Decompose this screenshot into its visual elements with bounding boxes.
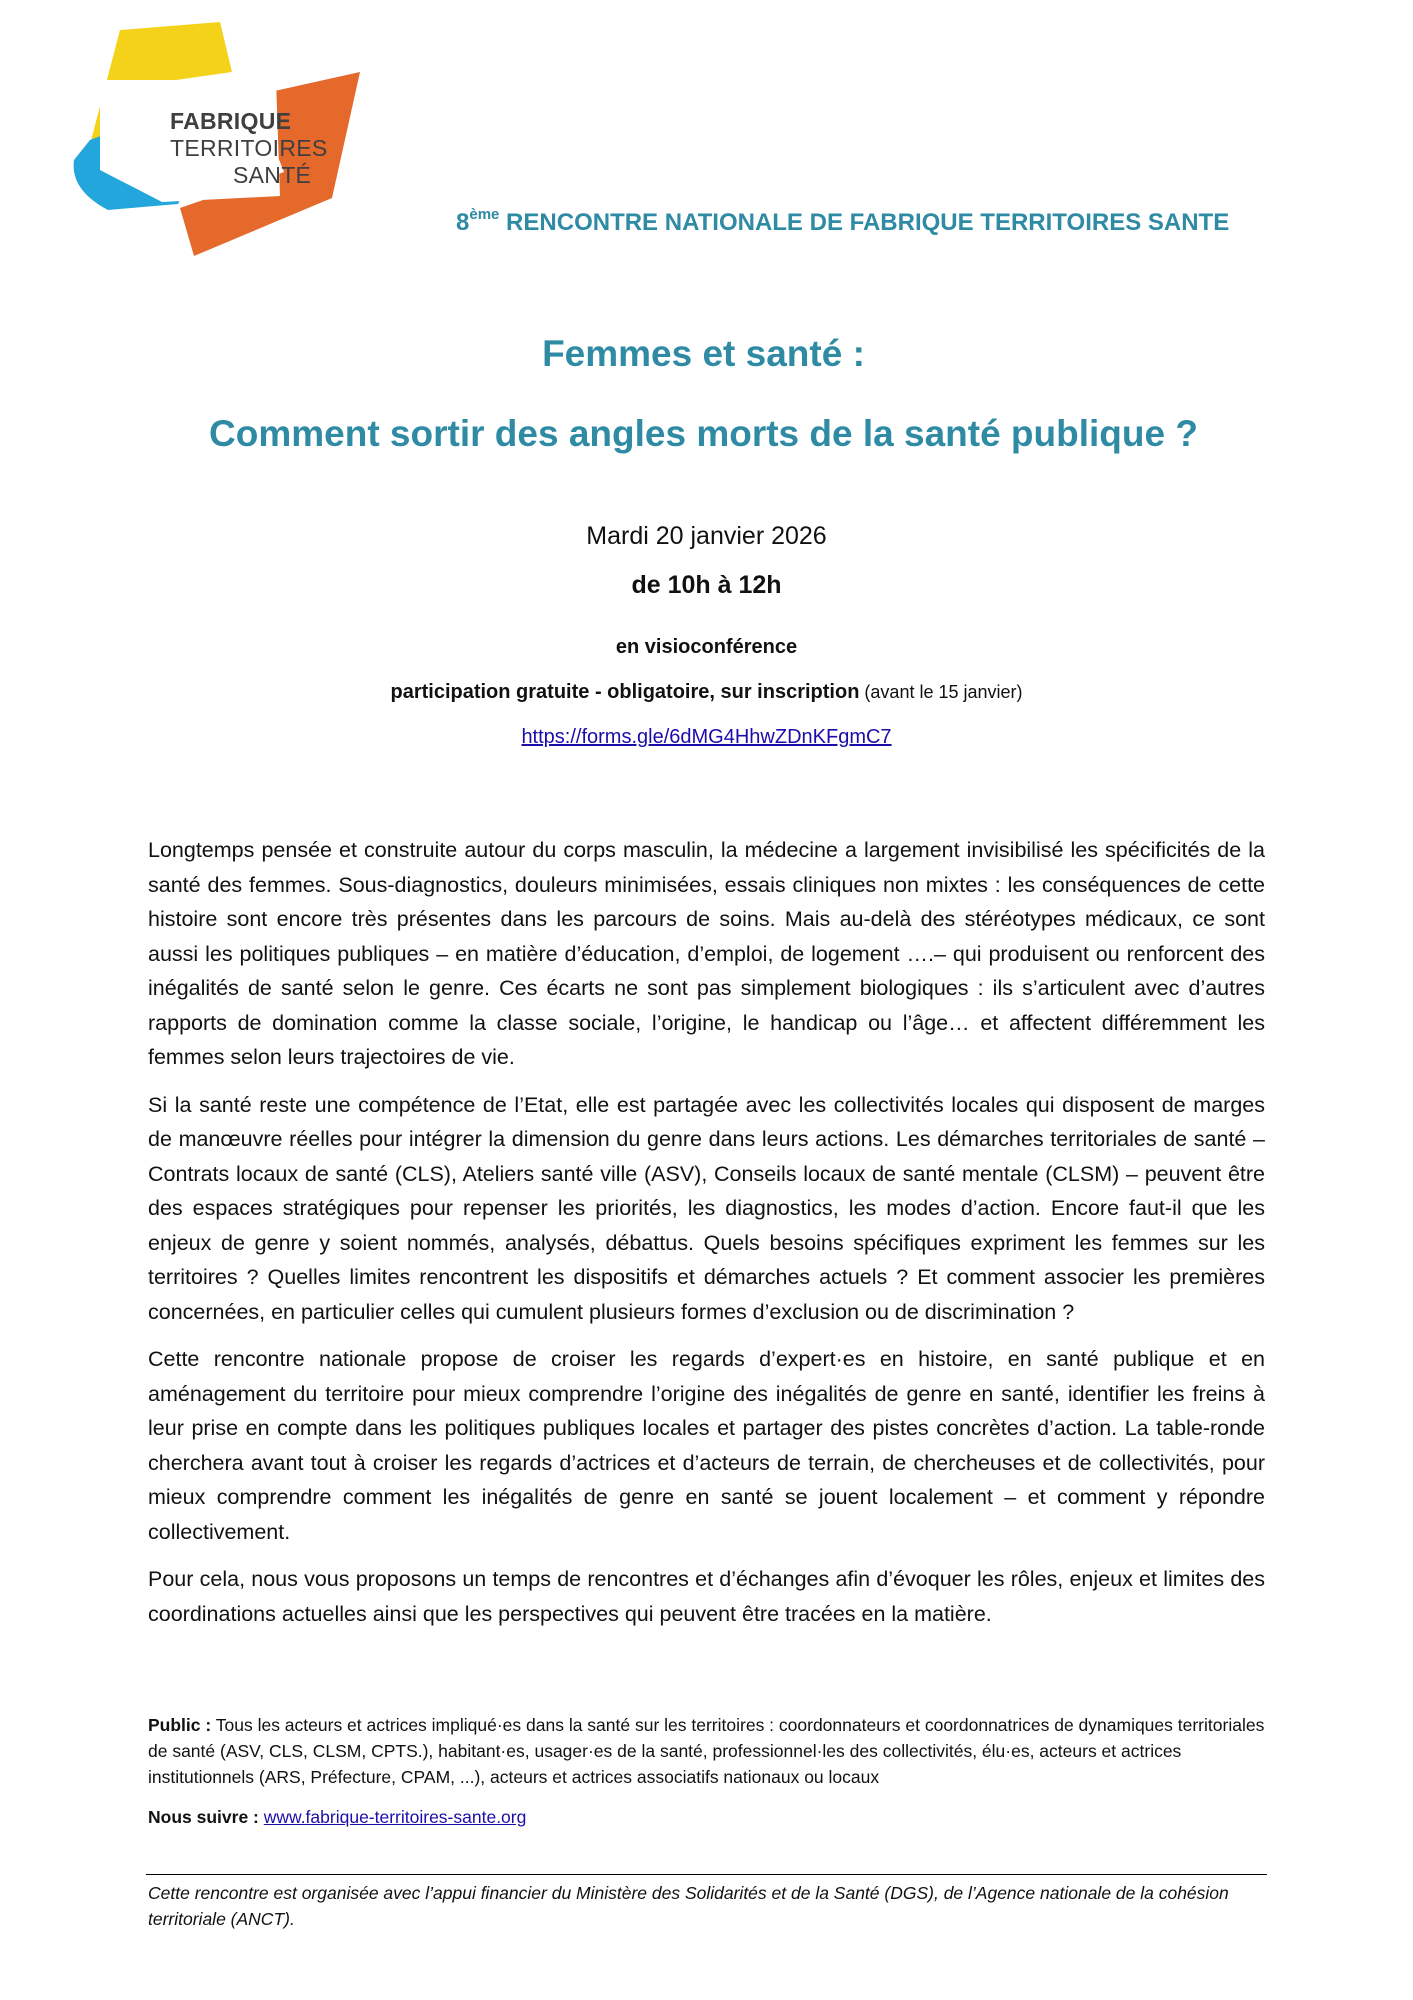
follow-label: Nous suivre : (148, 1807, 259, 1827)
event-mode: en visioconférence (615, 636, 798, 658)
logo-line-3: SANTÉ (233, 162, 312, 188)
event-date: Mardi 20 janvier 2026 (586, 522, 827, 550)
body-text (148, 833, 1265, 1644)
audience-section (148, 1712, 1265, 1844)
participation-info (0, 681, 1413, 704)
registration-deadline: (avant le 15 janvier) (859, 682, 1023, 702)
event-name: RENCONTRE NATIONALE DE FABRIQUE TERRITOIRES SANTE (499, 209, 1230, 236)
page-title-line-2: Comment sortir des angles morts de la santé publique ? (209, 413, 1198, 454)
page-title-line-1: Femmes et santé : (542, 333, 865, 374)
audience-paragraph (148, 1712, 1265, 1790)
body-paragraph-3: Cette rencontre nationale propose de croiser les regards d’expert·es en histoire, en santé publique et en aménagement du territoire pour mieux comprendre l’origine des inégalités de genre en santé, identifier les freins à leur prise en compte dans les politiques publiques locales et partager des pistes concrètes d’action. La table-ronde cherchera avant tout à croiser les regards d’actrices et d’acteurs de terrain, de chercheuses et de collectivités, pour mieux comprendre comment les inégalités de genre en santé se jouent localement – et comment y répondre collectivement. (148, 1347, 1265, 1544)
registration-link-row (0, 726, 1413, 749)
participation-text: participation gratuite - obligatoire, sur inscription (390, 681, 860, 703)
footer-note: Cette rencontre est organisée avec l’appui financier du Ministère des Solidarités et de la Santé (DGS), de l’Agence nationale de la cohésion territoriale (ANCT). (148, 1883, 1229, 1929)
event-time: de 10h à 12h (631, 571, 782, 599)
logo-line-1: FABRIQUE (170, 108, 292, 134)
registration-link[interactable]: https://forms.gle/6dMG4HhwZDnKFgmC7 (521, 726, 892, 748)
logo (70, 20, 370, 270)
follow-paragraph (148, 1804, 1265, 1830)
body-paragraph-2: Si la santé reste une compétence de l’Etat, elle est partagée avec les collectivités locales qui disposent de marges de manœuvre réelles pour intégrer la dimension du genre dans leurs actions. Les démarches territoriales de santé – Contrats locaux de santé (CLS), Ateliers santé ville (ASV), Conseils locaux de santé mentale (CLSM) – peuvent être des espaces stratégiques pour repenser les priorités, les diagnostics, les modes d’action. Encore faut-il que les enjeux de genre y soient nommés, analysés, débattus. Quels besoins spécifiques expriment les femmes sur les territoires ? Quelles limites rencontrent les dispositifs et démarches actuels ? Et comment associer les premières concernées, en particulier celles qui cumulent plusieurs formes d’exclusion ou de discrimination ? (148, 1092, 1265, 1324)
audience-text: Tous les acteurs et actrices impliqué·es dans la santé sur les territoires : coordonnateurs et coordonnatrices de dynamiques territoriales de santé (ASV, CLS, CLSM, CPTS.), habitant·es, usager·es de la santé, professionnel·les des collectivités, élu·es, acteurs et actrices institutionnels (ARS, Préfecture, CPAM, ...), acteurs et actrices associatifs nationaux ou locaux (148, 1715, 1265, 1787)
logo-line-2: TERRITOIRES (170, 135, 328, 161)
footer-divider (146, 1874, 1267, 1875)
event-ordinal-number: 8 (456, 209, 470, 236)
event-heading (456, 206, 1229, 237)
logo-wordmark (170, 108, 328, 189)
audience-label: Public : (148, 1715, 212, 1735)
body-paragraph-4: Pour cela, nous vous proposons un temps de rencontres et d’échanges afin d’évoquer les rôles, enjeux et limites des coordinations actuelles ainsi que les perspectives qui peuvent être tracées en la matière. (148, 1567, 1265, 1626)
website-link[interactable]: www.fabrique-territoires-sante.org (263, 1807, 527, 1827)
event-ordinal-suffix: ème (469, 206, 500, 223)
body-paragraph-1: Longtemps pensée et construite autour du corps masculin, la médecine a largement invisibilisé les spécificités de la santé des femmes. Sous-diagnostics, douleurs minimisées, essais cliniques non mixtes : les conséquences de cette histoire sont encore très présentes dans les parcours de soins. Mais au-delà des stéréotypes médicaux, ce sont aussi les politiques publiques – en matière d’éducation, d’emploi, de logement ….– qui produisent ou renforcent des inégalités de santé selon le genre. Ces écarts ne sont pas simplement biologiques : ils s’articulent avec d’autres rapports de domination comme la classe sociale, l’origine, le handicap ou l’âge… et affectent différemment les femmes selon leurs trajectoires de vie. (148, 838, 1265, 1069)
